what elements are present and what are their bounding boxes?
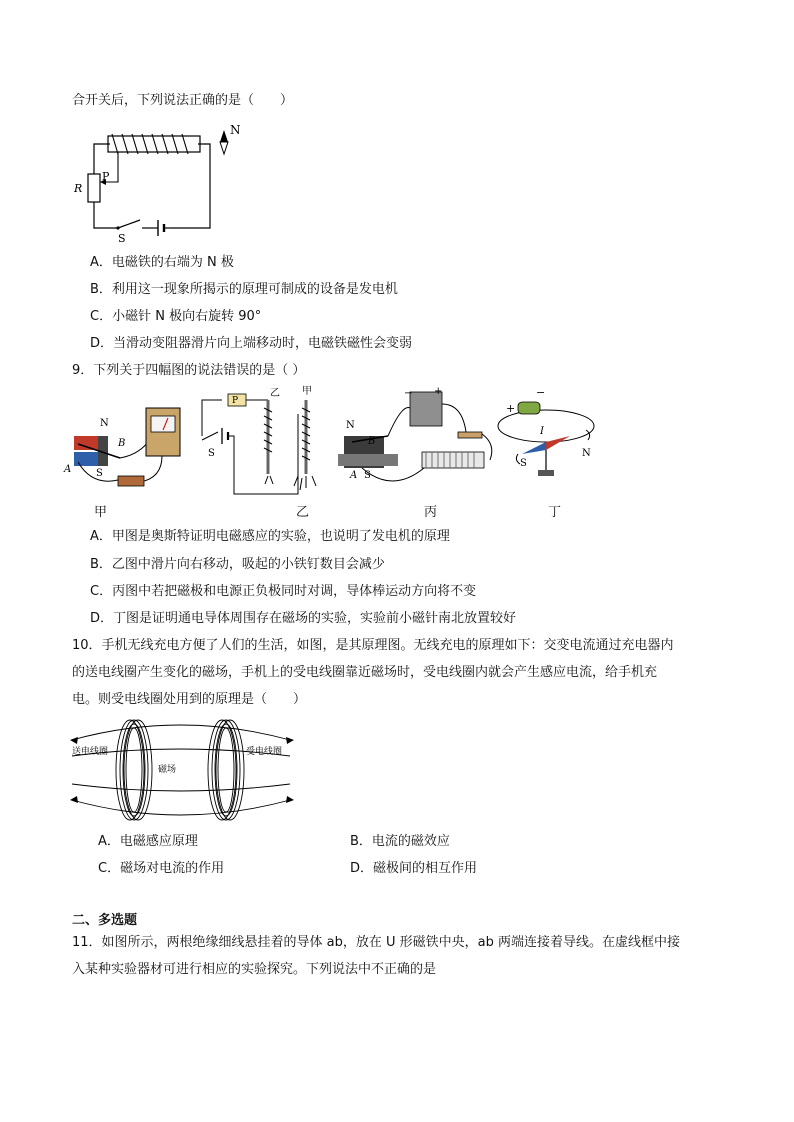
q9-option-b: B．乙图中滑片向右移动，吸起的小铁钉数目会减少 — [90, 557, 385, 572]
ding-n-label: N — [582, 448, 591, 459]
q10-line-2: 的送电线圈产生变化的磁场，手机上的受电线圈靠近磁场时，受电线圈内就会产生感应电流，给手机充 — [72, 665, 658, 680]
bing-b-label: B — [368, 436, 376, 447]
q8-option-d: D．当滑动变阻器滑片向上端移动时，电磁铁磁性会变弱 — [90, 336, 413, 351]
ding-plus-label: + — [506, 402, 516, 415]
jia-b-label: B — [118, 438, 126, 449]
q10-option-c: C．磁场对电流的作用 — [98, 861, 225, 876]
field-label: 磁场 — [158, 765, 177, 775]
bing-n-label: N — [346, 420, 355, 431]
q9-four-figures — [62, 384, 602, 522]
q8-circuit-figure — [70, 116, 250, 246]
q9-option-a: A．甲图是奥斯特证明电磁感应的实验，也说明了发电机的原理 — [90, 529, 450, 544]
q10-coil-figure — [70, 716, 300, 828]
q10-option-b: B．电流的磁效应 — [350, 834, 450, 849]
bing-a-label: A — [350, 470, 358, 481]
switch-label: S — [118, 232, 126, 245]
yi-s-label: S — [208, 448, 215, 459]
ding-minus-label: − — [536, 386, 546, 399]
north-label: N — [230, 123, 241, 137]
figure-bing — [338, 386, 492, 481]
q11-line-1: 11．如图所示，两根绝缘细线悬挂着的导体 ab，放在 U 形磁铁中央，ab 两端连接着导线。在虚线框中接 — [72, 935, 681, 950]
yi-top-left-label: 乙 — [270, 388, 280, 399]
ding-s-label: S — [520, 458, 527, 469]
q10-line-3: 电。则受电线圈处用到的原理是（ ） — [72, 692, 307, 707]
figure-jia — [63, 408, 180, 486]
q10-line-1: 10．手机无线充电方便了人们的生活，如图，是其原理图。无线充电的原理如下：交变电流通过充电器内 — [72, 638, 674, 653]
q9-caption-bing: 丙 — [424, 505, 438, 520]
q10-option-a: A．电磁感应原理 — [98, 834, 198, 849]
jia-a-label: A — [64, 464, 72, 475]
resistor-label: R — [74, 182, 83, 195]
q10-option-d: D．磁极间的相互作用 — [350, 861, 478, 876]
send-coil-label: 送电线圈 — [72, 747, 109, 757]
q8-stem: 合开关后，下列说法正确的是（ ） — [72, 93, 294, 108]
yi-top-right-label: 甲 — [302, 386, 312, 397]
q8-option-c: C．小磁针 N 极向右旋转 90° — [90, 309, 262, 324]
slider-label: P — [102, 170, 110, 183]
q9-caption-jia: 甲 — [94, 505, 108, 520]
q9-option-c: C．丙图中若把磁极和电源正负极同时对调，导体棒运动方向将不变 — [90, 584, 477, 599]
jia-s-label: S — [96, 468, 103, 479]
receive-coil-label: 受电线圈 — [246, 747, 283, 757]
bing-s-label: S — [364, 470, 371, 481]
figure-yi — [202, 385, 316, 494]
bing-plus-label: + — [434, 386, 443, 397]
q11-line-2: 入某种实验器材可进行相应的实验探究。下列说法中不正确的是 — [72, 962, 437, 977]
section-title: 二、多选题 — [72, 913, 138, 928]
q8-option-b: B．利用这一现象所揭示的原理可制成的设备是发电机 — [90, 282, 398, 297]
jia-n-label: N — [100, 418, 109, 429]
yi-p-label: P — [232, 396, 239, 406]
bing-minus-label: − — [404, 388, 413, 399]
q9-caption-yi: 乙 — [296, 505, 310, 520]
q9-option-d: D．丁图是证明通电导体周围存在磁场的实验，实验前小磁针南北放置较好 — [90, 611, 517, 626]
q9-stem: 9．下列关于四幅图的说法错误的是（ ） — [72, 363, 306, 378]
q9-caption-ding: 丁 — [548, 505, 562, 520]
ding-i-label: I — [540, 426, 544, 437]
figure-ding — [498, 386, 594, 476]
q8-option-a: A．电磁铁的右端为 N 极 — [90, 255, 234, 270]
